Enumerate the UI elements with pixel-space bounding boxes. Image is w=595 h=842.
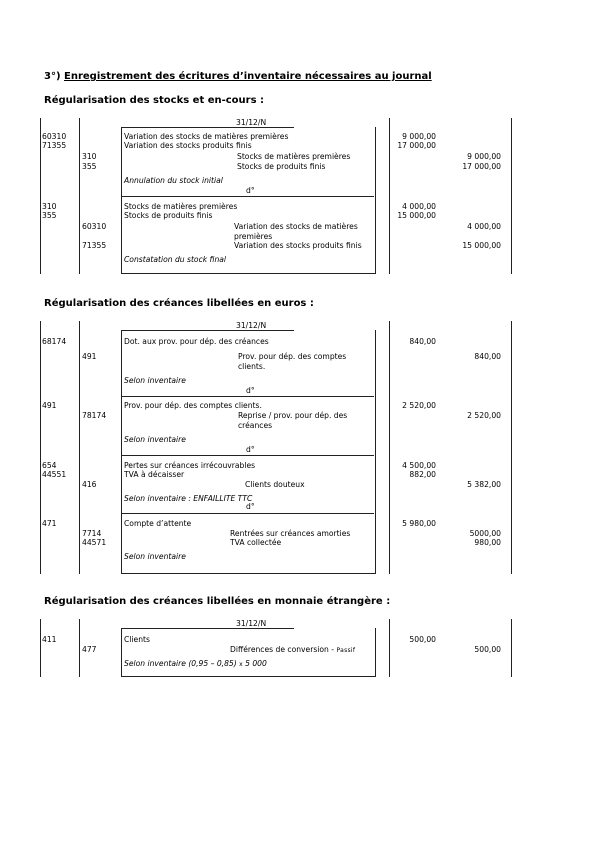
entry-note: Selon inventaire : ENFAILLITE TTC — [124, 494, 253, 503]
credit-label: Stocks de matières premières — [237, 152, 351, 161]
credit-amount: 980,00 — [474, 538, 501, 547]
debit-amount: 15 000,00 — [397, 211, 436, 220]
credit-amount: 2 520,00 — [467, 411, 501, 420]
journal-date: 31/12/N — [236, 321, 267, 330]
debit-account: 71355 — [42, 141, 67, 150]
credit-account: 60310 — [82, 222, 107, 231]
debit-amount: 17 000,00 — [397, 141, 436, 150]
debit-label: Variation des stocks de matières premières — [124, 132, 289, 141]
credit-label: Variation des stocks produits finis — [234, 241, 362, 250]
entry-note: Selon inventaire — [124, 435, 186, 444]
credit-account: 355 — [82, 162, 97, 171]
debit-account: 491 — [42, 401, 57, 410]
credit-amount: 4 000,00 — [467, 222, 501, 231]
journal-creances-devises — [40, 619, 512, 677]
section-title-creances-devises: Régularisation des créances libellées en monnaie étrangère : — [44, 596, 391, 607]
credit-account: 477 — [82, 645, 97, 654]
debit-account: 654 — [42, 461, 57, 470]
entry-note: Constatation du stock final — [124, 255, 227, 264]
credit-amount: 15 000,00 — [462, 241, 501, 250]
heading-text: Enregistrement des écritures d’inventaire nécessaires au journal — [64, 71, 432, 82]
debit-account: 68174 — [42, 337, 67, 346]
credit-label-text: Différences de conversion - — [230, 645, 335, 654]
entry-note: Selon inventaire — [124, 552, 186, 561]
debit-amount: 4 000,00 — [402, 202, 436, 211]
debit-account: 44551 — [42, 470, 67, 479]
debit-label: Dot. aux prov. pour dép. des créances — [124, 337, 269, 346]
entry-separator-ditto: d° — [246, 386, 255, 395]
debit-amount: 882,00 — [409, 470, 436, 479]
credit-account: 491 — [82, 352, 97, 361]
entry-note-multiply: x — [239, 661, 243, 668]
debit-account: 60310 — [42, 132, 67, 141]
debit-account: 411 — [42, 635, 57, 644]
credit-label: Reprise / prov. pour dép. des créances — [238, 411, 348, 430]
entry-separator-ditto: d° — [246, 445, 255, 454]
entry-separator-ditto: d° — [246, 186, 255, 195]
debit-label: Stocks de matières premières — [124, 202, 238, 211]
debit-amount: 5 980,00 — [402, 519, 436, 528]
journal-date: 31/12/N — [236, 118, 267, 127]
credit-label: Rentrées sur créances amorties — [230, 529, 351, 538]
credit-label: TVA collectée — [230, 538, 282, 547]
debit-label: Stocks de produits finis — [124, 211, 213, 220]
credit-account: 71355 — [82, 241, 107, 250]
credit-amount: 9 000,00 — [467, 152, 501, 161]
entry-separator-ditto: d° — [246, 502, 255, 511]
entry-note: Selon inventaire — [124, 376, 186, 385]
credit-label-suffix: Passif — [336, 647, 356, 654]
debit-account: 355 — [42, 211, 57, 220]
credit-label: Variation des stocks de matières premières — [234, 222, 358, 241]
entry-note-text: Selon inventaire (0,95 – 0,85) — [124, 659, 240, 668]
debit-label: Variation des stocks produits finis — [124, 141, 252, 150]
credit-amount: 840,00 — [474, 352, 501, 361]
credit-amount: 5000,00 — [469, 529, 501, 538]
credit-account: 44571 — [82, 538, 107, 547]
entry-note — [124, 659, 267, 670]
credit-amount: 500,00 — [474, 645, 501, 654]
entry-note-amount: 5 000 — [242, 659, 267, 668]
debit-amount: 2 520,00 — [402, 401, 436, 410]
credit-label: Clients douteux — [245, 480, 305, 489]
debit-amount: 840,00 — [409, 337, 436, 346]
credit-account: 310 — [82, 152, 97, 161]
debit-account: 471 — [42, 519, 57, 528]
debit-label: Prov. pour dép. des comptes clients. — [124, 401, 262, 410]
debit-label: Compte d’attente — [124, 519, 192, 528]
debit-amount: 500,00 — [409, 635, 436, 644]
credit-label — [230, 645, 355, 656]
credit-label: Stocks de produits finis — [237, 162, 326, 171]
journal-creances-euros — [40, 321, 512, 574]
heading-prefix: 3°) — [44, 71, 61, 82]
page-heading — [44, 71, 432, 82]
section-title-creances-euros: Régularisation des créances libellées en euros : — [44, 298, 314, 309]
credit-label: Prov. pour dép. des comptes clients. — [238, 352, 347, 371]
credit-amount: 17 000,00 — [462, 162, 501, 171]
entry-note: Annulation du stock initial — [124, 176, 223, 185]
journal-stocks — [40, 118, 512, 274]
journal-date: 31/12/N — [236, 619, 267, 628]
debit-label: Pertes sur créances irrécouvrables — [124, 461, 256, 470]
debit-amount: 9 000,00 — [402, 132, 436, 141]
credit-account: 416 — [82, 480, 97, 489]
debit-label: TVA à décaisser — [124, 470, 185, 479]
section-title-stocks: Régularisation des stocks et en-cours : — [44, 95, 265, 106]
debit-label: Clients — [124, 635, 150, 644]
debit-amount: 4 500,00 — [402, 461, 436, 470]
credit-account: 78174 — [82, 411, 107, 420]
debit-account: 310 — [42, 202, 57, 211]
credit-account: 7714 — [82, 529, 102, 538]
credit-amount: 5 382,00 — [467, 480, 501, 489]
